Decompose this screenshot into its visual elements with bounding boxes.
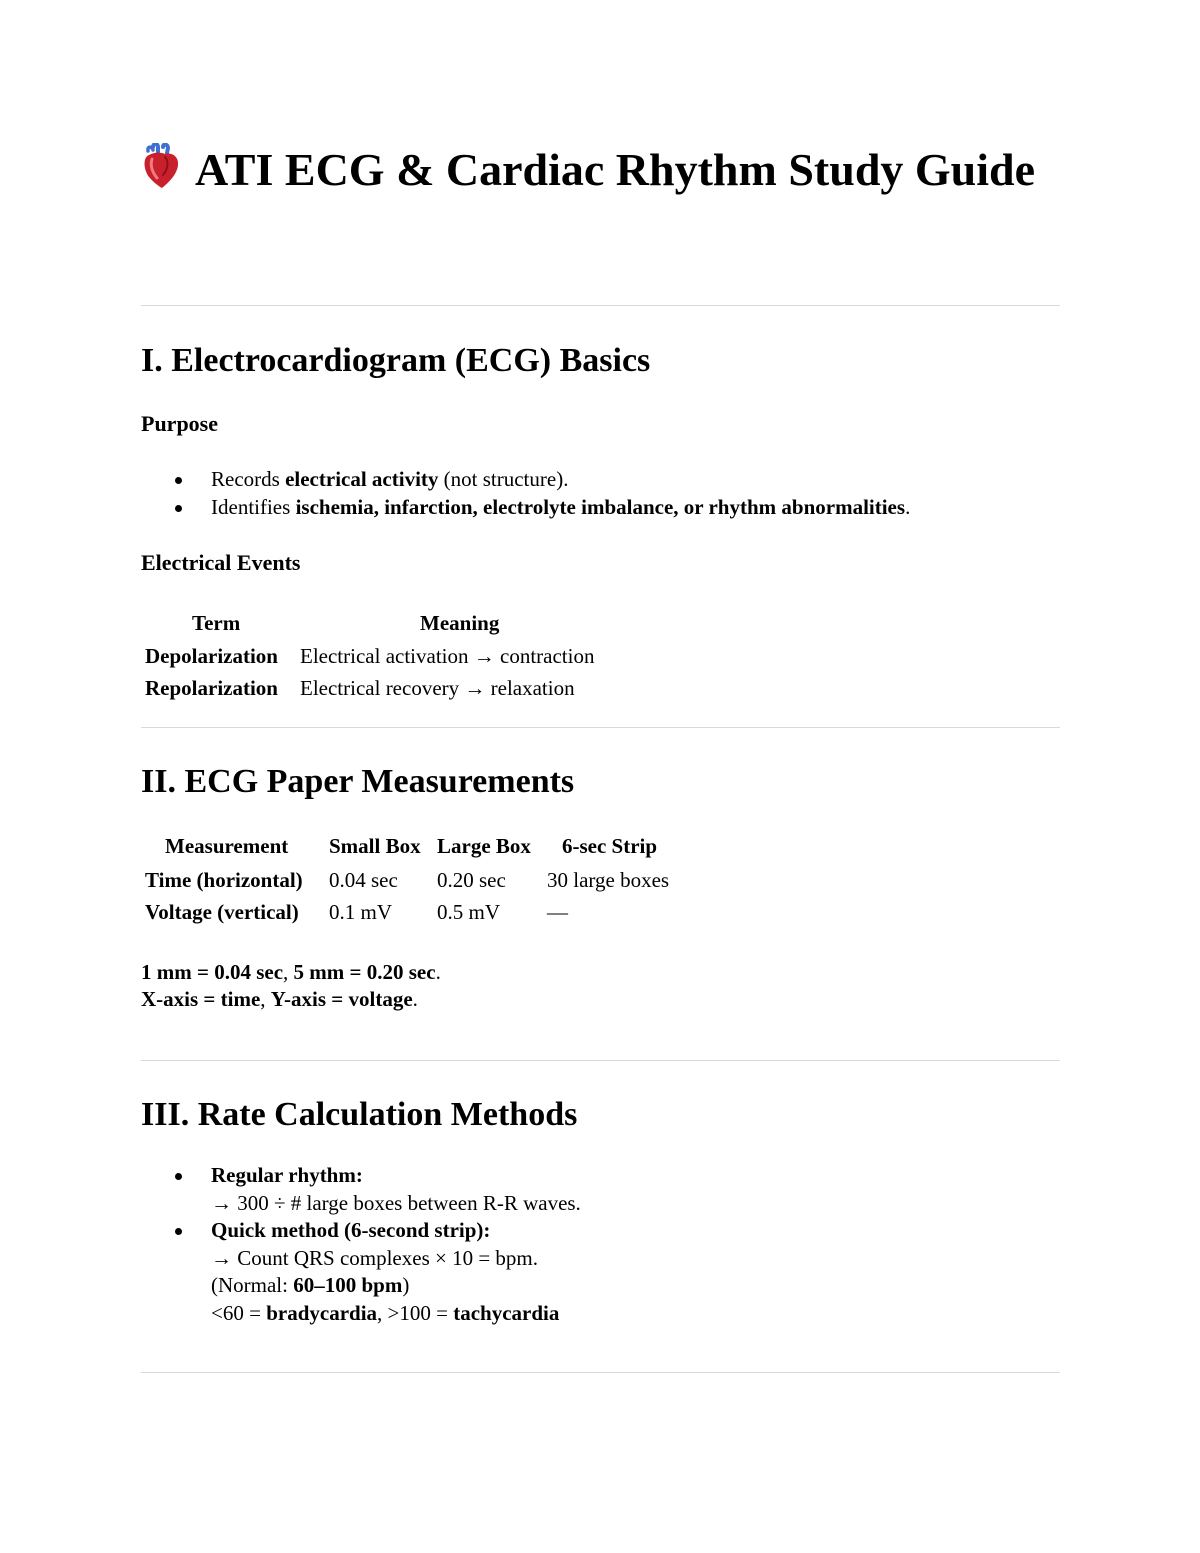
divider [141,727,1060,728]
list-item: Identifies ischemia, infarction, electrolyte imbalance, or rhythm abnormalities. [175,494,910,522]
bullet-icon [175,1173,182,1180]
axis-note: X-axis = time, Y-axis = voltage. [141,987,418,1011]
table-cell: — [547,900,568,924]
page-title: ATI ECG & Cardiac Rhythm Study Guide [141,140,1041,200]
table-cell: Time (horizontal) [145,868,303,892]
table-cell: 0.5 mV [437,900,500,924]
divider [141,1060,1060,1061]
table-header: Meaning [420,611,500,635]
rate-methods-list [175,1162,581,1327]
divider [141,305,1060,306]
table-cell: 0.20 sec [437,868,506,892]
conversion-note: 1 mm = 0.04 sec, 5 mm = 0.20 sec. [141,960,441,984]
table-cell: Voltage (vertical) [145,900,299,924]
table-cell: Electrical activation → contraction [300,644,595,668]
table-header: Term [192,611,241,635]
list-item: Regular rhythm: → 300 ÷ # large boxes between R-R waves. [175,1162,581,1217]
table-cell: Repolarization [145,676,278,700]
bullet-icon [175,1228,182,1235]
table-cell: 0.1 mV [329,900,392,924]
subheading-purpose: Purpose [141,411,218,436]
divider [141,1372,1060,1373]
section-heading-rate-calculation: III. Rate Calculation Methods [141,1096,578,1133]
table-header: 6-sec Strip [562,834,658,858]
table-cell: Electrical recovery → relaxation [300,676,575,700]
table-cell: 30 large boxes [547,868,670,892]
table-header: Small Box [329,834,421,858]
table-header: Measurement [165,834,289,858]
list-item: Quick method (6-second strip): → Count QRS complexes × 10 = bpm. (Normal: 60–100 bpm) <60 = bradycardia, >100 = tachycardia [175,1217,581,1327]
section-heading-ecg-basics: I. Electrocardiogram (ECG) Basics [141,342,651,379]
table-header: Large Box [437,834,531,858]
bullet-icon [175,505,182,512]
table-cell: 0.04 sec [329,868,398,892]
purpose-list [175,466,910,521]
bullet-icon [175,477,182,484]
anatomical-heart-icon [141,143,181,189]
list-item: Records electrical activity (not structure). [175,466,910,494]
subheading-electrical-events: Electrical Events [141,550,301,575]
section-heading-paper-measurements: II. ECG Paper Measurements [141,763,575,800]
table-cell: Depolarization [145,644,278,668]
